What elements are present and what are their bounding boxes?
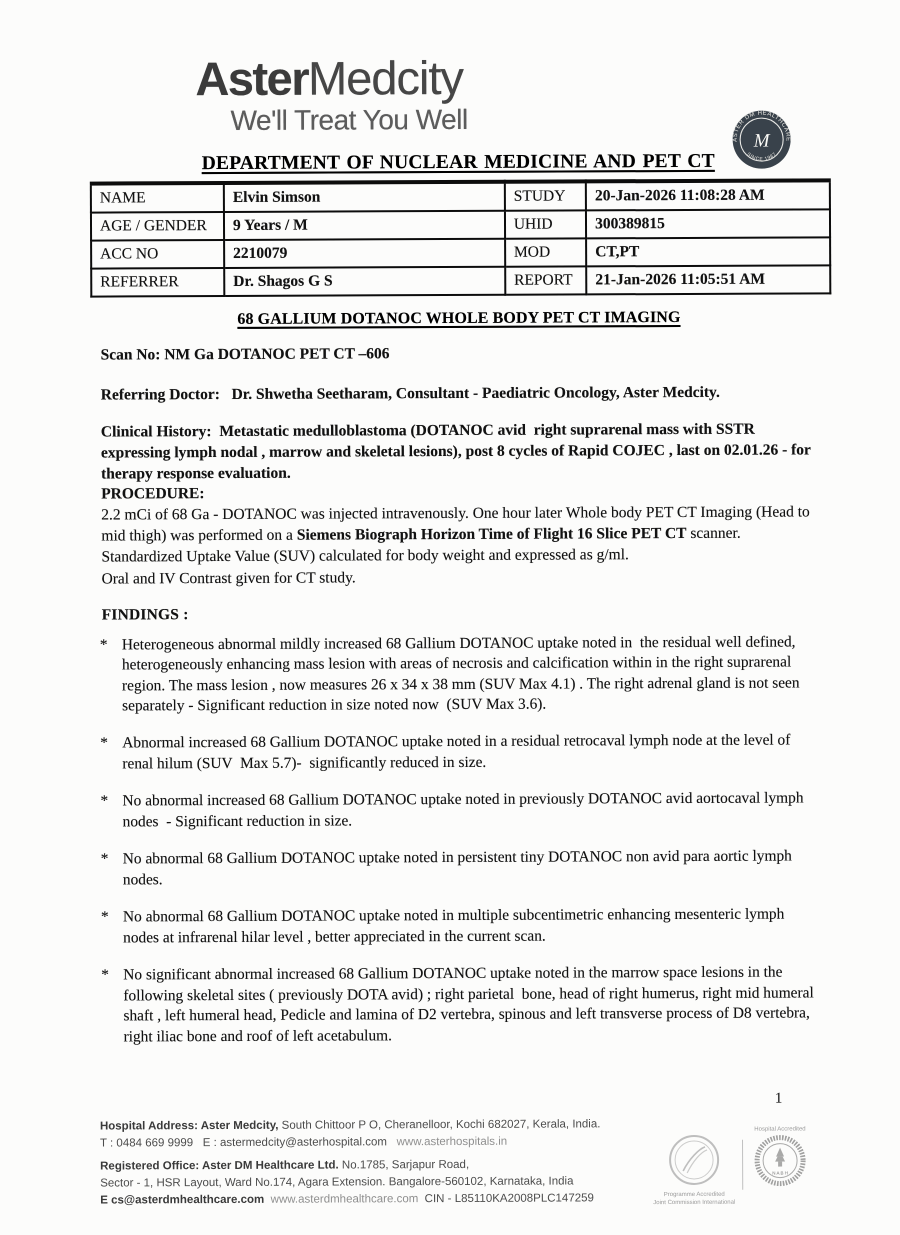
field-value-report: 21-Jan-2026 11:05:51 AM [586, 265, 830, 294]
clinical-history-text: Metastatic medulloblastoma (DOTANOC avid right suprarenal mass with SSTR expressing lymph nodal , marrow and skeletal lesions), post 8 cycles of Rapid COJEC , last on 02.01.26 - for therapy response evaluation. [100, 420, 815, 483]
logo-wordmark [195, 50, 820, 106]
finding-text: No abnormal 68 Gallium DOTANOC uptake noted in multiple subcentimetric enhancing mesenteric lymph nodes at infrarenal hilar level , better appreciated in the current scan. [122, 905, 789, 947]
footer-address-block [100, 1116, 660, 1210]
report-title: 68 GALLIUM DOTANOC WHOLE BODY PET CT IMAGING [237, 308, 681, 328]
field-value-acc-no: 2210079 [224, 239, 505, 268]
scan-no-line [101, 343, 822, 364]
hospital-address-rest: South Chittoor P O, Cheranelloor, Kochi 682027, Kerala, India. [281, 1118, 601, 1132]
field-value-referrer: Dr. Shagos G S [224, 267, 505, 296]
department-title: DEPARTMENT OF NUCLEAR MEDICINE AND PET CT [201, 150, 715, 175]
registered-office-name: Aster DM Healthcare Ltd. [201, 1158, 339, 1172]
finding-text: No significant abnormal increased 68 Gallium DOTANOC uptake noted in the marrow space lesions in the following skeletal sites ( previously DOTA avid) ; right parietal bone, head of right humerus, right mid humeral shaft , left humeral head, Pedicle and lamina of D2 vertebra, spinous and left transverse process of D8 vertebra, right iliac bone and roof of left acetabulum. [123, 963, 818, 1046]
procedure-text-1: 2.2 mCi of 68 Ga - DOTANOC was injected intravenously. One hour later Whole body PET CT Imaging (Head to mid thigh) was performed on a [101, 503, 814, 545]
hospital-website: www.asterhospitals.in [396, 1136, 508, 1149]
finding-text: Heterogeneous abnormal mildly increased 68 Gallium DOTANOC uptake noted in the residual well defined, heterogeneously enhancing mass lesion with areas of necrosis and calcification within in the right suprarenal region. The mass lesion , now measures 26 x 34 x 38 mm (SUV Max 4.1) . The right adrenal gland is not seen separately - Significant reduction in size noted now (SUV Max 3.6). [121, 633, 804, 715]
footer-seal-divider [742, 1140, 743, 1190]
bullet-asterisk: * [100, 850, 109, 868]
hospital-address-label: Hospital Address: [99, 1120, 201, 1133]
findings-heading: FINDINGS : [101, 605, 189, 624]
field-label-report: REPORT [505, 266, 586, 294]
scan-no-value: NM Ga DOTANOC PET CT –606 [160, 345, 390, 364]
bullet-asterisk: * [101, 966, 110, 984]
aster-medcity-logo [195, 52, 820, 137]
aster-dm-healthcare-seal-icon [730, 107, 794, 171]
table-row [91, 209, 830, 240]
seal-left-caption-2: Joint Commission International [653, 1199, 736, 1206]
nabh-seal-icon [754, 1134, 806, 1186]
finding-item [98, 789, 823, 833]
field-label-referrer: REFERRER [91, 268, 224, 297]
field-value-mod: CT,PT [586, 237, 830, 266]
corporate-website: www.asterdmhealthcare.com [264, 1193, 425, 1206]
field-value-uhid: 300389815 [586, 209, 830, 238]
procedure-text-2: scanner. Standardized Uptake Value (SUV) calculated for body weight and expressed as g/ml. [101, 525, 745, 566]
logo-text-aster: Aster [195, 51, 309, 106]
field-label-uhid: UHID [505, 210, 586, 238]
accreditation-seal-left [651, 1133, 737, 1208]
seal-left-caption-1: Programme Accredited [663, 1191, 725, 1199]
corporate-contact-line [100, 1190, 660, 1210]
field-value-age-gender: 9 Years / M [224, 211, 505, 240]
cin-number: CIN - L85110KA2008PLC147259 [424, 1192, 594, 1206]
accreditation-seal-right [749, 1126, 811, 1191]
procedure-scanner-name: Siemens Biograph Horizon Time of Flight 16 Slice PET CT [296, 525, 687, 544]
field-label-age-gender: AGE / GENDER [91, 212, 224, 241]
finding-item [98, 632, 823, 717]
corporate-email: E cs@asterdmhealthcare.com [100, 1193, 265, 1207]
field-value-study: 20-Jan-2026 11:08:28 AM [586, 180, 830, 210]
nabh-seal-label: N A B H [772, 1170, 789, 1176]
procedure-contrast-line: Oral and IV Contrast given for CT study. [101, 569, 356, 588]
registered-office-rest: No.1785, Sarjapur Road, [338, 1158, 470, 1171]
clinical-history [101, 418, 822, 484]
clinical-history-label: Clinical History: [100, 423, 212, 441]
logo-tagline: We'll Treat You Well [230, 103, 468, 136]
finding-text: No abnormal increased 68 Gallium DOTANOC uptake noted in previously DOTANOC avid aortocaval lymph nodes - Significant reduction in size. [122, 789, 808, 831]
finding-text: No abnormal 68 Gallium DOTANOC uptake noted in persistent tiny DOTANOC non avid para aortic lymph nodes. [122, 847, 796, 889]
field-label-study: STUDY [505, 181, 586, 210]
referring-doctor-value: Dr. Shwetha Seetharam, Consultant - Paediatric Oncology, Aster Medcity. [219, 383, 720, 404]
jci-seal-icon [667, 1133, 721, 1187]
patient-info-table [90, 178, 831, 297]
table-row [91, 265, 830, 296]
field-label-name: NAME [91, 183, 224, 213]
scan-no-label: Scan No: [100, 346, 161, 364]
document-body [0, 52, 900, 1048]
finding-item [99, 847, 824, 891]
hospital-contact-line [100, 1133, 660, 1153]
seal-monogram: M [753, 130, 770, 152]
page-number: 1 [774, 1090, 783, 1107]
bullet-asterisk: * [100, 908, 109, 926]
finding-item [99, 905, 824, 949]
page-content [0, 50, 900, 1207]
seal-arc-top-text: ASTER DM HEALTHCARE [732, 110, 791, 142]
registered-office-block [100, 1156, 660, 1210]
bullet-asterisk: * [99, 636, 108, 654]
finding-item [98, 731, 823, 775]
hospital-address-line [100, 1116, 660, 1136]
field-label-acc-no: ACC NO [91, 240, 224, 269]
field-value-name: Elvin Simson [224, 182, 505, 212]
seal-arc-bottom-text: SINCE 1987 [745, 151, 778, 163]
findings-list [98, 632, 825, 1048]
table-row [91, 180, 830, 212]
finding-text: Abnormal increased 68 Gallium DOTANOC uptake noted in a residual retrocaval lymph node at the level of renal hilum (SUV Max 5.7)- significantly reduced in size. [122, 731, 795, 773]
registered-office-label: Registered Office: [100, 1159, 202, 1173]
bullet-asterisk: * [100, 734, 109, 753]
phone-email: T : 0484 669 9999 E : astermedcity@asterhospital.com [99, 1136, 397, 1150]
procedure-heading: PROCEDURE: [101, 485, 205, 503]
referring-doctor-line [101, 383, 822, 404]
logo-text-medcity: Medcity [307, 50, 464, 105]
bullet-asterisk: * [100, 792, 109, 810]
procedure-paragraph [101, 502, 822, 568]
hospital-name: Aster Medcity, [200, 1119, 282, 1133]
finding-item [99, 963, 824, 1048]
field-label-mod: MOD [505, 238, 586, 266]
seal-right-caption: Hospital Accredited [754, 1126, 806, 1133]
table-row [91, 237, 830, 268]
registered-office-address-2: Sector - 1, HSR Layout, Ward No.174, Agara Extension. Bangalore-560102, Karnataka, India [100, 1175, 574, 1190]
referring-doctor-label: Referring Doctor: [100, 386, 220, 404]
